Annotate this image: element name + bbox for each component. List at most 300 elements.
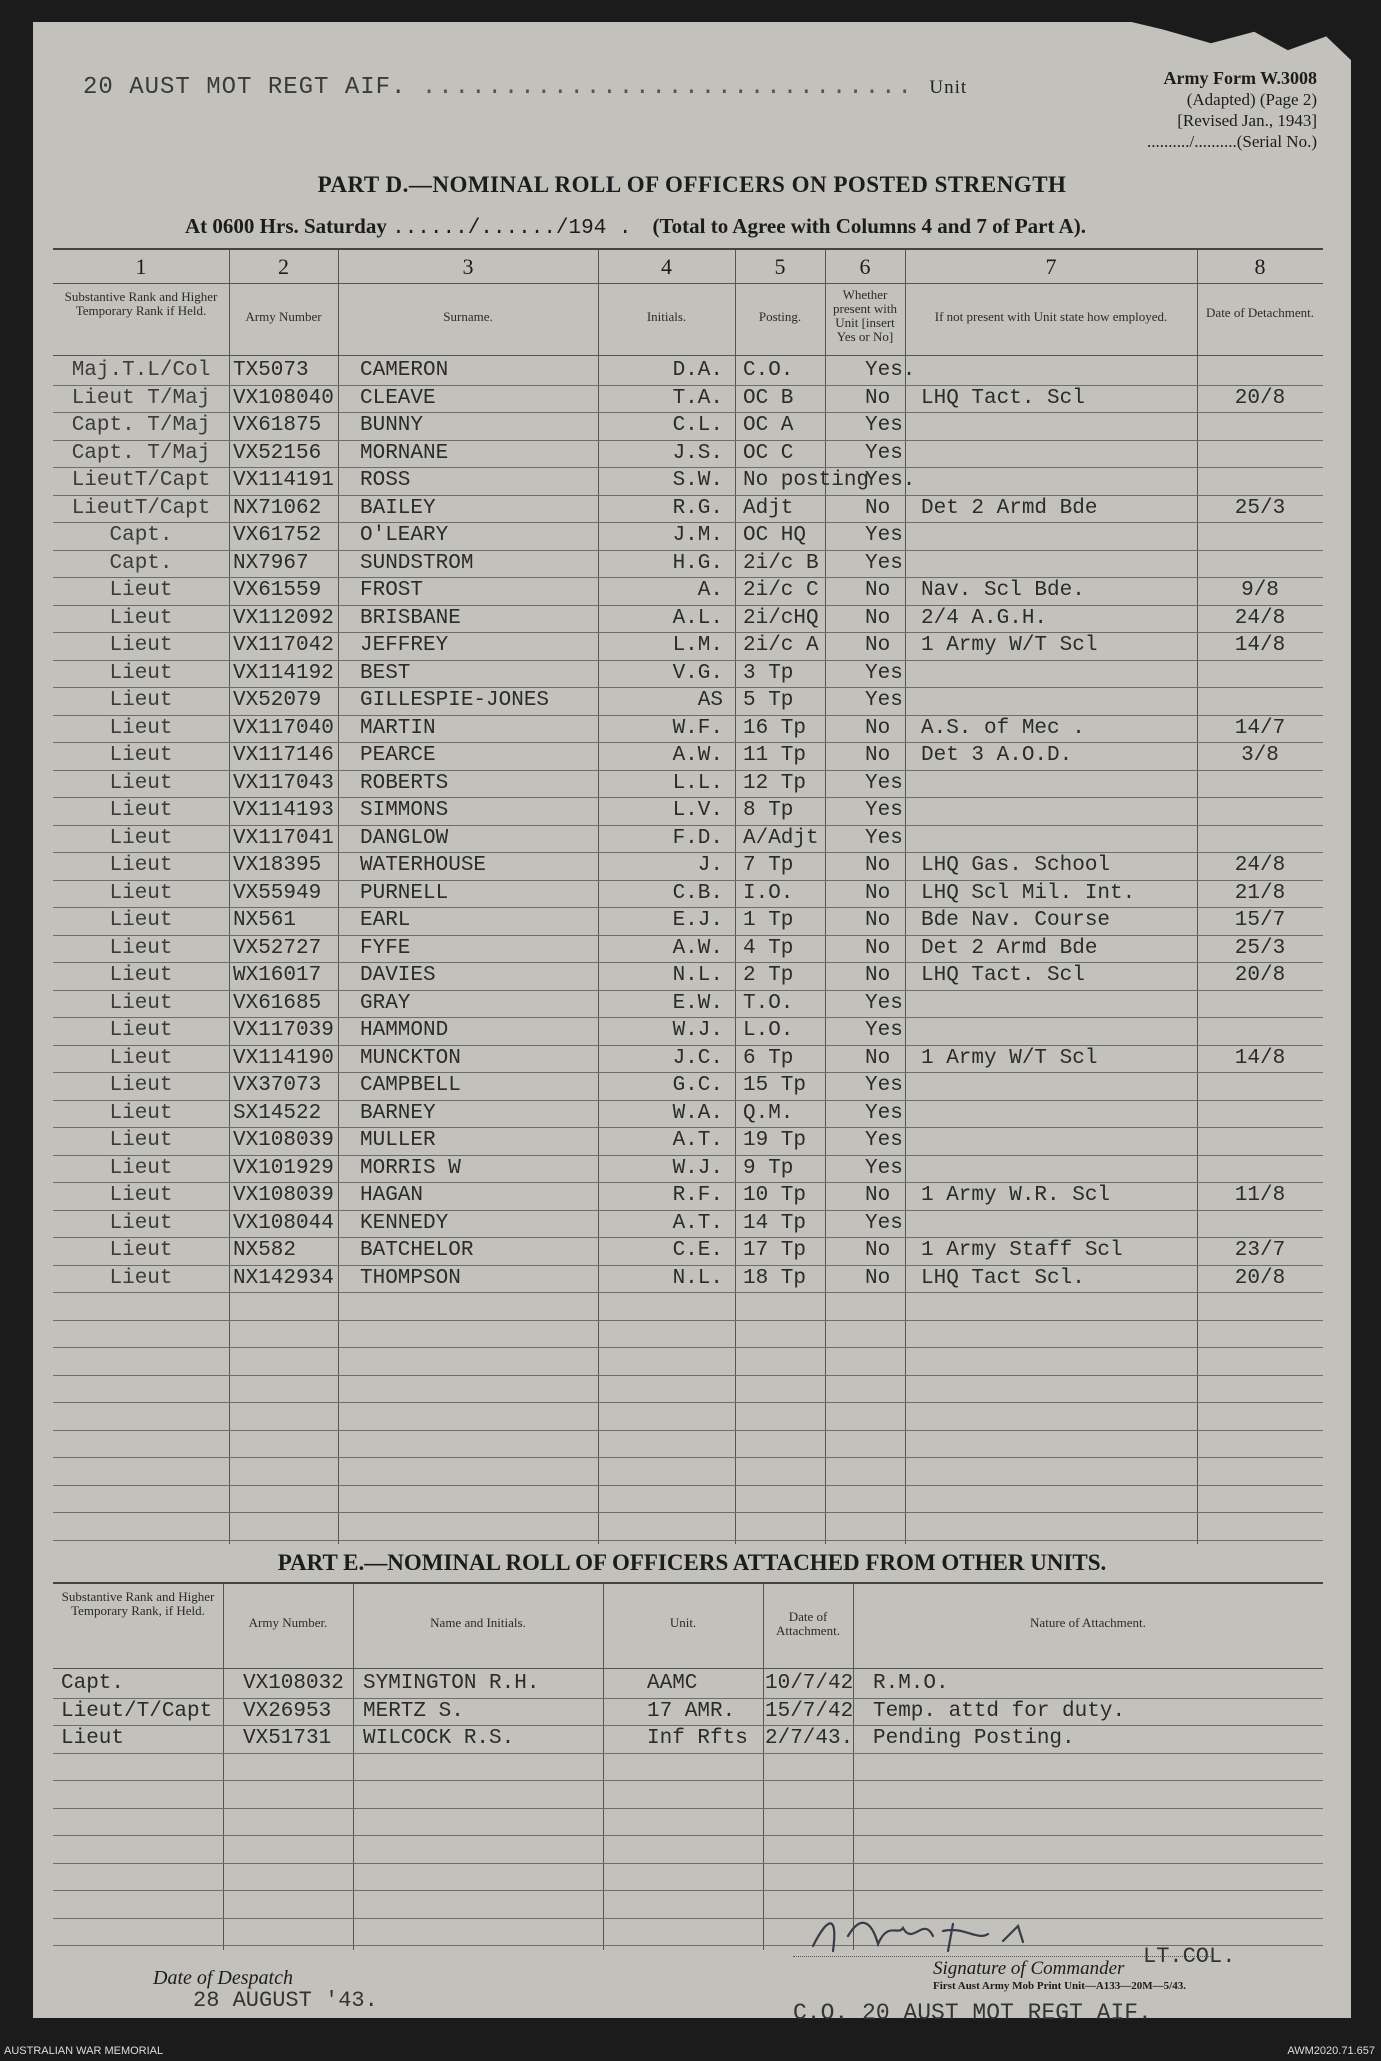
form-identifier	[1164, 68, 1317, 131]
surname-cell: GRAY	[360, 991, 411, 1015]
present-cell: No	[865, 936, 891, 960]
signature-label: Signature of Commander	[933, 1958, 1125, 1979]
posting-cell: 7 Tp	[743, 854, 794, 877]
army-number-cell: NX582	[233, 1239, 297, 1262]
row-rule	[53, 1430, 1323, 1431]
row-rule	[53, 935, 1323, 936]
initials-cell: L.V.	[672, 799, 723, 822]
present-cell: Yes	[865, 1074, 903, 1097]
rank-cell: Lieut	[109, 881, 173, 905]
army-number-cell: VX61559	[233, 579, 322, 602]
rank-cell: Capt.	[61, 1672, 125, 1695]
rank-cell: Lieut	[109, 936, 173, 960]
posting-cell: No posting	[743, 469, 870, 492]
posting-cell: 2i/c C	[743, 579, 819, 602]
present-cell: Yes.	[865, 359, 916, 382]
column-header: Date of Detachment.	[1206, 305, 1314, 320]
surname-cell: FROST	[360, 579, 424, 602]
surname-cell: MUNCKTON	[360, 1046, 461, 1070]
row-rule	[53, 1918, 1323, 1919]
initials-cell: J.C.	[672, 1046, 723, 1070]
subtitle-note: (Total to Agree with Columns 4 and 7 of Part A).	[652, 214, 1086, 238]
row-rule	[53, 1072, 1323, 1073]
column-number: 4	[661, 254, 672, 279]
initials-cell: J.S.	[672, 441, 723, 465]
rank-cell: Lieut	[109, 964, 173, 987]
rank-cell: Lieut/T/Capt	[61, 1699, 213, 1723]
army-number-cell: VX18395	[233, 854, 322, 877]
detachment-date-cell: 25/3	[1234, 496, 1286, 520]
row-rule	[53, 1753, 1323, 1754]
row-rule	[53, 1698, 1323, 1699]
surname-cell: DAVIES	[360, 964, 436, 987]
army-number-cell: VX108039	[233, 1129, 334, 1152]
surname-cell: MULLER	[360, 1129, 436, 1152]
row-rule	[53, 1540, 1323, 1541]
present-cell: No	[865, 881, 891, 905]
posting-cell: 10 Tp	[743, 1184, 807, 1207]
part-e-title: PART E.—NOMINAL ROLL OF OFFICERS ATTACHED FROM OTHER UNITS.	[277, 1550, 1107, 1575]
column-divider	[763, 1584, 764, 1950]
row-rule	[53, 1100, 1323, 1101]
initials-cell: C.L.	[672, 414, 723, 437]
row-rule	[53, 1127, 1323, 1128]
initials-cell: A.T.	[672, 1211, 723, 1235]
detachment-date-cell: 20/8	[1234, 386, 1286, 410]
rank-cell: Lieut	[109, 991, 173, 1015]
detachment-date-cell: 14/7	[1234, 716, 1286, 740]
present-cell: Yes	[865, 991, 903, 1015]
signature-rank: LT.COL.	[1143, 1944, 1236, 1969]
surname-cell: KENNEDY	[360, 1211, 449, 1235]
row-rule	[53, 1945, 1323, 1946]
detachment-date-cell: 11/8	[1234, 1184, 1286, 1207]
rank-cell: Lieut	[109, 909, 173, 932]
row-rule	[53, 385, 1323, 386]
initials-cell: L.L.	[672, 771, 723, 795]
detachment-date-cell: 24/8	[1234, 606, 1286, 630]
column-divider	[735, 250, 736, 1544]
column-header: Nature of Attachment.	[1030, 1615, 1146, 1630]
row-rule	[53, 605, 1323, 606]
present-cell: No	[865, 716, 891, 740]
army-number-cell: TX5073	[233, 359, 309, 382]
row-rule	[53, 687, 1323, 688]
surname-cell: BUNNY	[360, 414, 424, 437]
employed-cell: A.S. of Mec .	[921, 716, 1085, 740]
employed-cell: LHQ Tact Scl.	[921, 1266, 1085, 1290]
posting-cell: 6 Tp	[743, 1046, 794, 1070]
rank-cell: Capt.	[109, 524, 173, 547]
row-rule	[53, 990, 1323, 991]
posting-cell: 2i/c B	[743, 551, 819, 575]
surname-cell: CLEAVE	[360, 386, 436, 410]
surname-cell: BEST	[360, 661, 411, 685]
employed-cell: Nav. Scl Bde.	[921, 579, 1085, 602]
row-rule	[53, 577, 1323, 578]
posting-cell: 19 Tp	[743, 1129, 807, 1152]
rank-cell: Lieut	[109, 1211, 173, 1235]
column-header: Initials.	[646, 309, 687, 324]
army-number-cell: VX114193	[233, 799, 334, 822]
column-divider	[229, 250, 230, 1544]
initials-cell: J.M.	[672, 524, 723, 547]
present-cell: No	[865, 634, 891, 657]
posting-cell: Q.M.	[743, 1101, 794, 1125]
initials-cell: R.G.	[672, 496, 723, 520]
printer-imprint: First Aust Army Mob Print Unit—A133—20M—5/43.	[933, 1980, 1186, 1992]
initials-cell: G.C.	[672, 1074, 723, 1097]
detachment-date-cell: 14/8	[1234, 634, 1286, 657]
detachment-date-cell: 25/3	[1234, 936, 1286, 960]
present-cell: No	[865, 1184, 891, 1207]
present-cell: Yes	[865, 689, 903, 712]
initials-cell: A.L.	[672, 606, 723, 630]
surname-cell: GILLESPIE-JONES	[360, 689, 550, 712]
row-rule	[53, 1808, 1323, 1809]
rank-cell: Lieut	[109, 1156, 173, 1180]
rank-cell: Lieut	[109, 826, 173, 850]
posting-cell: T.O.	[743, 991, 794, 1015]
surname-cell: SIMMONS	[360, 799, 449, 822]
initials-cell: D.A.	[672, 359, 723, 382]
initials-cell: L.M.	[672, 634, 723, 657]
rank-cell: Lieut	[109, 716, 173, 740]
row-rule	[53, 522, 1323, 523]
army-number-cell: VX55949	[233, 881, 322, 905]
torn-corner	[1115, 18, 1355, 64]
present-cell: Yes	[865, 799, 903, 822]
army-number-cell: VX108044	[233, 1211, 334, 1235]
rank-cell: Lieut T/Maj	[71, 386, 211, 410]
posting-cell: OC HQ	[743, 524, 807, 547]
posting-cell: 14 Tp	[743, 1211, 807, 1235]
row-rule	[53, 1485, 1323, 1486]
posting-cell: 18 Tp	[743, 1266, 807, 1290]
army-number-cell: VX52079	[233, 689, 322, 712]
part-d-subtitle	[185, 214, 1086, 240]
part-e-table	[53, 1582, 1323, 1950]
row-rule	[53, 1402, 1323, 1403]
present-cell: Yes	[865, 1156, 903, 1180]
nature-cell: Pending Posting.	[873, 1727, 1075, 1750]
rank-cell: Lieut	[109, 1101, 173, 1125]
row-rule	[53, 1780, 1323, 1781]
row-rule	[53, 770, 1323, 771]
army-number-cell: VX51731	[243, 1727, 332, 1750]
column-header: If not present with Unit state how employed.	[934, 309, 1168, 324]
army-number-cell: NX561	[233, 909, 297, 932]
row-rule	[53, 412, 1323, 413]
present-cell: No	[865, 579, 891, 602]
row-rule	[53, 660, 1323, 661]
posting-cell: 12 Tp	[743, 771, 807, 795]
present-cell: Yes	[865, 441, 903, 465]
posting-cell: 15 Tp	[743, 1074, 807, 1097]
column-number: 3	[462, 254, 474, 279]
surname-cell: MORNANE	[360, 441, 449, 465]
army-number-cell: VX61875	[233, 414, 322, 437]
present-cell: Yes	[865, 771, 903, 795]
attachment-date-cell: 15/7/42	[765, 1699, 854, 1723]
rank-cell: Lieut	[109, 854, 173, 877]
initials-cell: F.D.	[672, 826, 723, 850]
present-cell: Yes	[865, 414, 903, 437]
present-cell: No	[865, 1266, 891, 1290]
surname-cell: HAMMOND	[360, 1019, 449, 1042]
despatch-date: 28 AUGUST '43.	[193, 1988, 378, 2013]
posting-cell: 5 Tp	[743, 689, 794, 712]
rank-cell: Capt.	[109, 551, 173, 575]
employed-cell: 1 Army W.R. Scl	[921, 1184, 1111, 1207]
army-number-cell: WX16017	[233, 964, 322, 987]
row-rule	[53, 1320, 1323, 1321]
column-divider	[603, 1584, 604, 1950]
present-cell: Yes	[865, 661, 903, 685]
surname-cell: BARNEY	[360, 1101, 436, 1125]
posting-cell: 8 Tp	[743, 799, 794, 822]
army-number-cell: VX61752	[233, 524, 322, 547]
surname-cell: MORRIS W	[360, 1156, 461, 1180]
army-number-cell: VX117042	[233, 634, 334, 657]
detachment-date-cell: 9/8	[1241, 579, 1279, 602]
subtitle-prefix: At 0600 Hrs. Saturday	[185, 214, 387, 238]
initials-cell: E.W.	[672, 991, 723, 1015]
header-divider	[53, 283, 1323, 284]
army-number-cell: NX142934	[233, 1266, 334, 1290]
army-number-cell: VX108032	[243, 1672, 344, 1695]
surname-cell: BAILEY	[360, 496, 436, 520]
column-divider	[905, 250, 906, 1544]
row-rule	[53, 1725, 1323, 1726]
unit-cell: AAMC	[647, 1672, 698, 1695]
army-number-cell: VX108039	[233, 1184, 334, 1207]
row-rule	[53, 962, 1323, 963]
detachment-date-cell: 21/8	[1234, 881, 1286, 905]
employed-cell: LHQ Gas. School	[921, 854, 1111, 877]
surname-cell: PEARCE	[360, 744, 436, 767]
posting-cell: 3 Tp	[743, 661, 794, 685]
surname-cell: THOMPSON	[360, 1266, 461, 1290]
posting-cell: 17 Tp	[743, 1239, 807, 1262]
army-number-cell: VX112092	[233, 606, 334, 630]
column-header: Whether present with Unit [insert Yes or No]	[833, 287, 897, 344]
rank-cell: Lieut	[109, 579, 173, 602]
army-number-cell: NX71062	[233, 496, 322, 520]
rank-cell: Lieut	[109, 634, 173, 657]
army-number-cell: SX14522	[233, 1101, 322, 1125]
surname-cell: BATCHELOR	[360, 1239, 474, 1262]
army-number-cell: VX117040	[233, 716, 334, 740]
name-cell: MERTZ S.	[363, 1699, 464, 1723]
archive-id: AWM2020.71.657	[1287, 2045, 1375, 2057]
initials-cell: A.W.	[672, 744, 723, 767]
row-rule	[53, 1512, 1323, 1513]
column-header: Name and Initials.	[430, 1615, 526, 1630]
posting-cell: L.O.	[743, 1019, 794, 1042]
employed-cell: Bde Nav. Course	[921, 909, 1111, 932]
present-cell: No	[865, 386, 891, 410]
army-number-cell: VX114191	[233, 469, 334, 492]
detachment-date-cell: 24/8	[1234, 854, 1286, 877]
row-rule	[53, 1237, 1323, 1238]
posting-cell: 2i/cHQ	[743, 606, 819, 630]
present-cell: Yes	[865, 1129, 903, 1152]
name-cell: SYMINGTON R.H.	[363, 1672, 540, 1695]
initials-cell: N.L.	[672, 1266, 723, 1290]
employed-cell: Det 2 Armd Bde	[921, 936, 1098, 960]
row-rule	[53, 1182, 1323, 1183]
form-sheet	[33, 22, 1351, 2026]
column-header: Substantive Rank and Higher Temporary Rank if Held.	[64, 289, 218, 318]
column-number: 2	[278, 254, 289, 279]
row-rule	[53, 797, 1323, 798]
name-cell: WILCOCK R.S.	[363, 1727, 515, 1750]
employed-cell: LHQ Tact. Scl	[921, 386, 1085, 410]
employed-cell: 2/4 A.G.H.	[921, 606, 1048, 630]
unit-typed: 20 AUST MOT REGT AIF.	[83, 74, 407, 101]
present-cell: Yes	[865, 1019, 903, 1042]
army-number-cell: VX117146	[233, 744, 334, 767]
row-rule	[53, 550, 1323, 551]
surname-cell: FYFE	[360, 936, 411, 960]
present-cell: No	[865, 964, 891, 987]
initials-cell: A.	[697, 579, 723, 602]
archive-credit: AUSTRALIAN WAR MEMORIAL	[4, 2045, 164, 2057]
rank-cell: Lieut	[109, 689, 173, 712]
rank-cell: Capt. T/Maj	[71, 414, 211, 437]
attachment-date-cell: 10/7/42	[765, 1672, 854, 1695]
rank-cell: Lieut	[109, 1184, 173, 1207]
header-bottom-rule	[53, 355, 1323, 356]
row-rule	[53, 1347, 1323, 1348]
initials-cell: W.J.	[672, 1156, 723, 1180]
army-number-cell: VX117039	[233, 1019, 334, 1042]
surname-cell: CAMPBELL	[360, 1074, 461, 1097]
initials-cell: C.B.	[672, 881, 723, 905]
column-number: 6	[859, 254, 871, 279]
attachment-date-cell: 2/7/43.	[765, 1727, 854, 1750]
posting-cell: OC C	[743, 441, 794, 465]
row-rule	[53, 440, 1323, 441]
employed-cell: 1 Army W/T Scl	[921, 1046, 1098, 1070]
initials-cell: AS	[697, 689, 723, 712]
army-number-cell: VX61685	[233, 991, 322, 1015]
posting-cell: 11 Tp	[743, 744, 807, 767]
column-header: Substantive Rank and Higher Temporary Rank, if Held.	[61, 1589, 215, 1618]
army-number-cell: VX117043	[233, 771, 334, 795]
initials-cell: E.J.	[672, 909, 723, 932]
rank-cell: Lieut	[109, 1266, 173, 1290]
rank-cell: Lieut	[109, 744, 173, 767]
row-rule	[53, 1292, 1323, 1293]
row-rule	[53, 742, 1323, 743]
commander-title: C.O. 20 AUST MOT REGT AIF.	[793, 2000, 1152, 2026]
row-rule	[53, 1457, 1323, 1458]
detachment-date-cell: 3/8	[1241, 744, 1279, 767]
posting-cell: 1 Tp	[743, 909, 794, 932]
army-number-cell: VX117041	[233, 826, 334, 850]
surname-cell: O'LEARY	[360, 524, 449, 547]
present-cell: No	[865, 1239, 891, 1262]
rank-cell: Lieut	[109, 1239, 173, 1262]
initials-cell: W.F.	[672, 716, 723, 740]
present-cell: No	[865, 909, 891, 932]
army-number-cell: NX7967	[233, 551, 309, 575]
employed-cell: 1 Army W/T Scl	[921, 634, 1098, 657]
part-d-title: PART D.—NOMINAL ROLL OF OFFICERS ON POSTED STRENGTH	[317, 172, 1067, 197]
present-cell: Yes	[865, 826, 903, 850]
surname-cell: WATERHOUSE	[360, 854, 487, 877]
detachment-date-cell: 14/8	[1234, 1046, 1286, 1070]
army-number-cell: VX114190	[233, 1046, 334, 1070]
present-cell: No	[865, 606, 891, 630]
present-cell: Yes	[865, 1101, 903, 1125]
initials-cell: A.T.	[672, 1129, 723, 1152]
row-rule	[53, 1210, 1323, 1211]
surname-cell: SUNDSTROM	[360, 551, 474, 575]
column-divider	[338, 250, 339, 1544]
column-number: 7	[1045, 254, 1057, 279]
army-number-cell: VX114192	[233, 661, 334, 685]
rank-cell: Lieut	[61, 1727, 125, 1750]
row-rule	[53, 1017, 1323, 1018]
column-divider	[853, 1584, 854, 1950]
column-header: Posting.	[758, 309, 802, 324]
posting-cell: OC A	[743, 414, 794, 437]
rank-cell: Lieut	[109, 1019, 173, 1042]
initials-cell: J.	[697, 854, 723, 877]
army-number-cell: VX108040	[233, 386, 334, 410]
row-rule	[53, 1045, 1323, 1046]
column-number: 1	[135, 254, 147, 279]
surname-cell: MARTIN	[360, 716, 436, 740]
rank-cell: LieutT/Capt	[71, 469, 211, 492]
army-number-cell: VX26953	[243, 1699, 332, 1723]
present-cell: No	[865, 496, 891, 520]
army-number-cell: VX101929	[233, 1156, 334, 1180]
row-rule	[53, 632, 1323, 633]
rank-cell: Lieut	[109, 799, 173, 822]
initials-cell: N.L.	[672, 964, 723, 987]
serial-number: ........../..........(Serial No.)	[1147, 132, 1317, 151]
employed-cell: LHQ Scl Mil. Int.	[921, 881, 1136, 905]
unit-cell: Inf Rfts	[647, 1727, 748, 1750]
surname-cell: HAGAN	[360, 1184, 424, 1207]
initials-cell: W.J.	[672, 1019, 723, 1042]
surname-cell: ROSS	[360, 469, 411, 492]
row-rule	[53, 715, 1323, 716]
form-revised: [Revised Jan., 1943]	[1177, 111, 1317, 130]
row-rule	[53, 1265, 1323, 1266]
present-cell: Yes	[865, 524, 903, 547]
column-divider	[825, 250, 826, 1544]
surname-cell: BRISBANE	[360, 606, 461, 630]
surname-cell: ROBERTS	[360, 771, 449, 795]
column-divider	[223, 1584, 224, 1950]
unit-label: Unit	[929, 77, 968, 98]
nature-cell: Temp. attd for duty.	[873, 1699, 1126, 1723]
row-rule	[53, 907, 1323, 908]
posting-cell: 4 Tp	[743, 936, 794, 960]
present-cell: Yes	[865, 551, 903, 575]
posting-cell: 2i/c A	[743, 634, 819, 657]
detachment-date-cell: 20/8	[1234, 964, 1286, 987]
employed-cell: LHQ Tact. Scl	[921, 964, 1085, 987]
commander-signature	[803, 1906, 1103, 1966]
posting-cell: 16 Tp	[743, 716, 807, 740]
row-rule	[53, 852, 1323, 853]
